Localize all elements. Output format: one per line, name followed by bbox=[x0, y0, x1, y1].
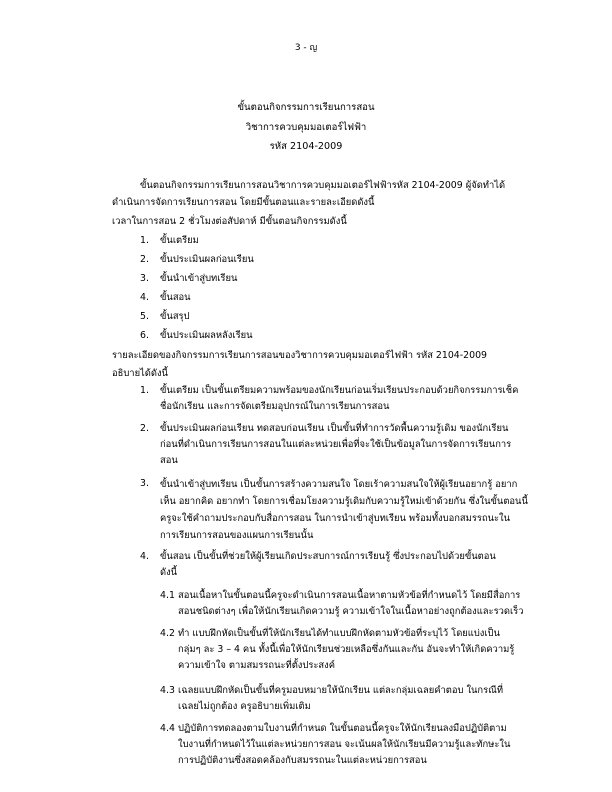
intro-line-1: ขั้นตอนกิจกรรมการเรียนการสอนวิชาการควบคุมมอเตอร์ไฟฟ้ารหัส 2104-2009 ผู้จัดทำได้ bbox=[140, 180, 506, 191]
detail-number: 1. bbox=[140, 385, 149, 396]
details-intro-line-1: รายละเอียดของกิจกรรมการเรียนการสอนของวิชาการควบคุมมอเตอร์ไฟฟ้า รหัส 2104-2009 bbox=[112, 350, 487, 361]
intro-line-3: เวลาในการสอน 2 ชั่วโมงต่อสัปดาห์ มีขั้นตอนกิจกรรมดังนี้ bbox=[112, 216, 347, 227]
page-title: ขั้นตอนกิจกรรมการเรียนการสอน bbox=[237, 102, 375, 113]
details-intro-line-2: อธิบายได้ดังนี้ bbox=[112, 368, 168, 379]
sub-detail-number: 4.2 bbox=[160, 628, 175, 639]
detail-number: 2. bbox=[140, 423, 149, 434]
sub-detail-number: 4.1 bbox=[160, 590, 175, 601]
detail-item: ขั้นนำเข้าสู่บทเรียน เป็นขั้นการสร้างความสนใจ โดยเร้าความสนใจให้ผู้เรียนอยากรู้ อยาก เห็น อยากคิด อยากทำ โดยการเชื่อมโยงความรู้เดิมกับความรู้ใหม่เข้าด้วยกัน ซึ่งในขั้นตอนนี้ ครูจะใช้คำถามประกอบกับสื่อการสอน ในการนำเข้าสู่บทเรียน พร้อมทั้งบอกสมรรถนะใน การเรียนการสอนของแผนการเรียนนั้น bbox=[160, 479, 528, 541]
detail-item: ขั้นประเมินผลก่อนเรียน ทดสอบก่อนเรียน เป็นขั้นที่ทำการวัดพื้นความรู้เดิม ของนักเรียน ก่อนที่ดำเนินการเรียนการสอนในแต่ละหน่วยเพื่อที่จะใช้เป็นข้อมูลในการจัดการเรียนการ สอน bbox=[160, 423, 512, 466]
step-item: 4. ขั้นสอน bbox=[140, 292, 191, 303]
step-item: 1. ขั้นเตรียม bbox=[140, 235, 199, 246]
detail-item: ขั้นสอน เป็นขั้นที่ช่วยให้ผู้เรียนเกิดประสบการณ์การเรียนรู้ ซึ่งประกอบไปด้วยขั้นตอน ดังนี้ bbox=[160, 551, 496, 578]
detail-number: 3. bbox=[140, 478, 149, 489]
sub-detail-number: 4.4 bbox=[160, 723, 175, 734]
step-item: 6. ขั้นประเมินผลหลังเรียน bbox=[140, 330, 253, 341]
intro-line-2: ดำเนินการจัดการเรียนการสอน โดยมีขั้นตอนและรายละเอียดดังนี้ bbox=[112, 197, 375, 208]
course-name: วิชาการควบคุมมอเตอร์ไฟฟ้า bbox=[245, 122, 367, 133]
step-item: 3. ขั้นนำเข้าสู่บทเรียน bbox=[140, 273, 238, 284]
detail-number: 4. bbox=[140, 551, 149, 562]
sub-detail-item: ทำ แบบฝึกหัดเป็นขั้นที่ให้นักเรียนได้ทำแบบฝึกหัดตามหัวข้อที่ระบุไว้ โดยแบ่งเป็น กลุ่มๆ ละ 3 – 4 คน ทั้งนี้เพื่อให้นักเรียนช่วยเหลือซึ่งกันและกัน อันจะทำให้เกิดความรู้ ความเข้าใจ ตามสมรรถนะที่ตั้งประสงค์ bbox=[178, 628, 515, 671]
sub-detail-number: 4.3 bbox=[160, 685, 175, 696]
sub-detail-item: สอนเนื้อหาในขั้นตอนนี้ครูจะดำเนินการสอนเนื้อหาตามหัวข้อที่กำหนดไว้ โดยมีสื่อการ สอนชนิดต่างๆ เพื่อให้นักเรียนเกิดความรู้ ความเข้าใจในเนื้อหาอย่างถูกต้องและรวดเร็ว bbox=[178, 590, 524, 617]
step-item: 2. ขั้นประเมินผลก่อนเรียน bbox=[140, 254, 254, 265]
sub-detail-item: เฉลยแบบฝึกหัดเป็นขั้นที่ครูมอบหมายให้นักเรียน แต่ละกลุ่มเฉลยคำตอบ ในกรณีที่ เฉลยไม่ถูกต้อง ครูอธิบายเพิ่มเติม bbox=[178, 685, 504, 712]
sub-detail-item: ปฏิบัติการทดลองตามใบงานที่กำหนด ในขั้นตอนนี้ครูจะให้นักเรียนลงมือปฏิบัติตาม ใบงานที่กำหนดไว้ในแต่ละหน่วยการสอน จะเน้นผลให้นักเรียนมีความรู้และทักษะใน การปฏิบัติงานซึ่งสอดคล้องกับสมรรถนะในแต่ละหน่วยการสอน bbox=[178, 723, 511, 766]
step-item: 5. ขั้นสรุป bbox=[140, 311, 190, 322]
course-code: รหัส 2104-2009 bbox=[269, 141, 343, 152]
detail-item: ขั้นเตรียม เป็นขั้นเตรียมความพร้อมของนักเรียนก่อนเริ่มเรียนประกอบด้วยกิจกรรมการเช็ค ชื่อนักเรียน และการจัดเตรียมอุปกรณ์ในการเรียนการสอน bbox=[160, 385, 519, 412]
page-number: 3 - ญ bbox=[294, 43, 318, 53]
